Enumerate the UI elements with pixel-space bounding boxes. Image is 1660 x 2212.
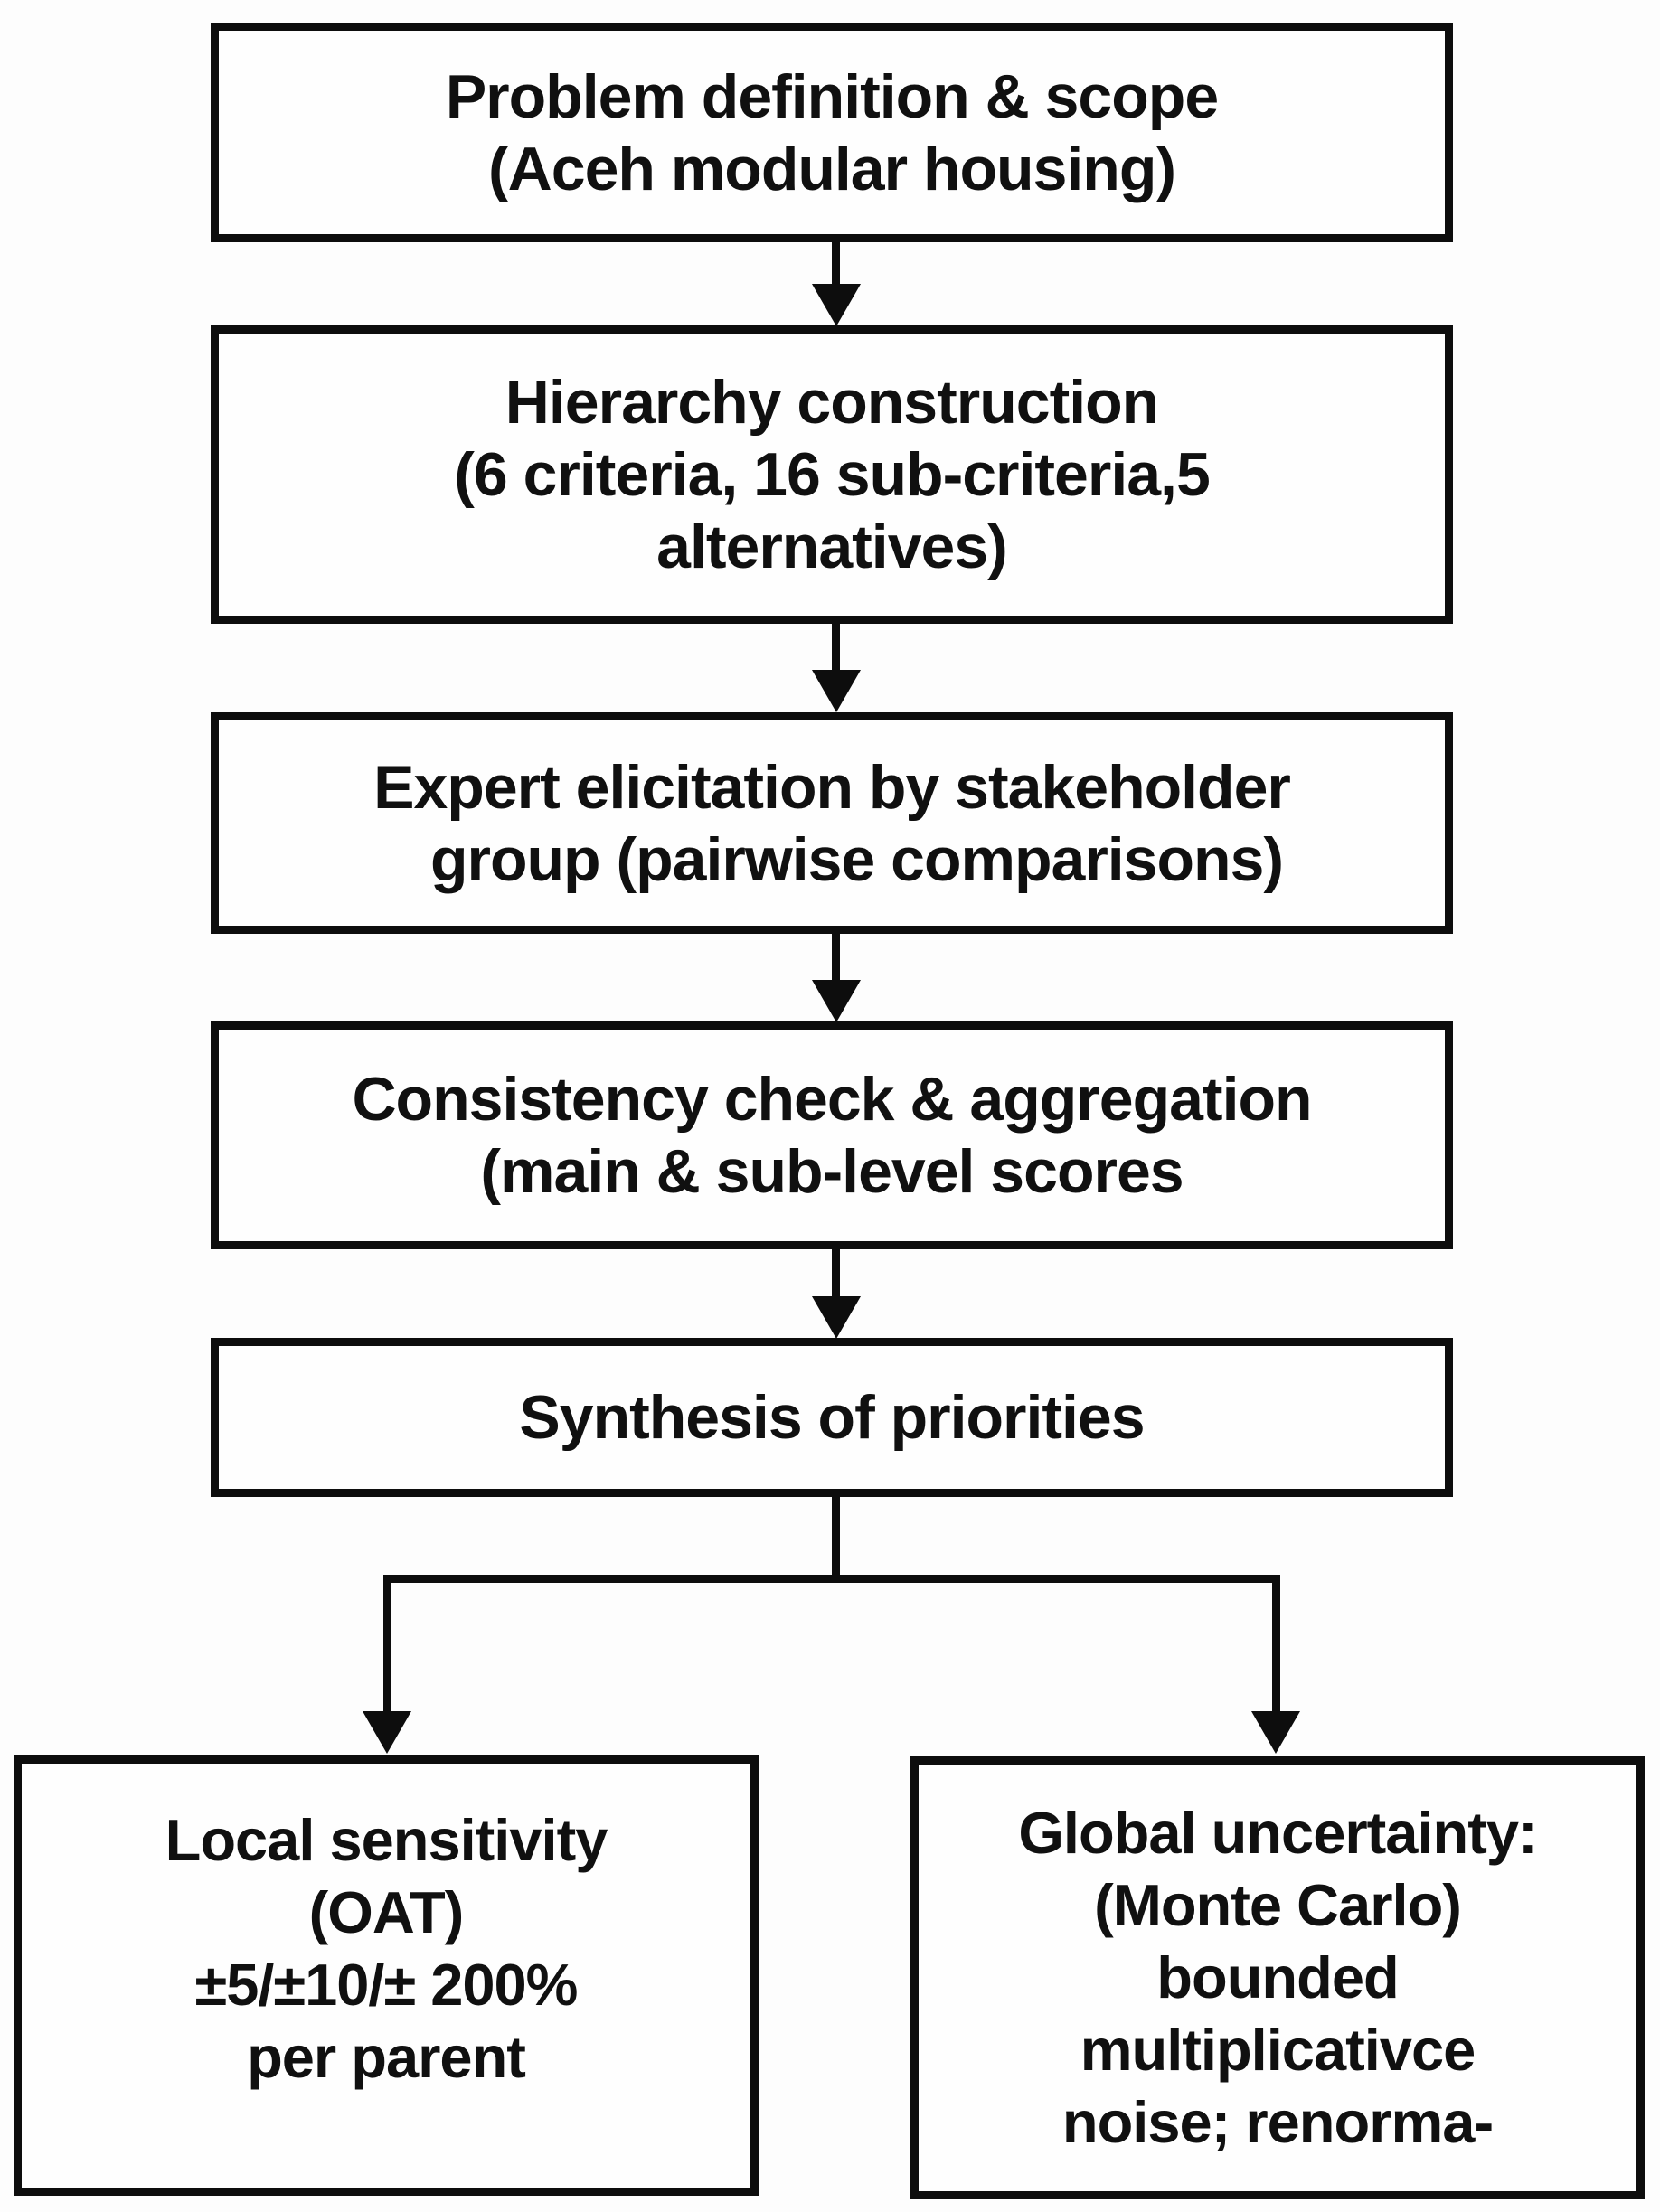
branch-horizontal-line: [383, 1575, 1280, 1583]
branch-right-arrowhead-icon: [1251, 1711, 1300, 1754]
node-global-line-1: Global uncertainty:: [1018, 1800, 1537, 1866]
node-synthesis-line-1: Synthesis of priorities: [519, 1383, 1145, 1452]
node-global-line-4: multiplicativce: [1080, 2017, 1476, 2083]
node-elicitation-line-1: Expert elicitation by stakeholder: [373, 752, 1290, 822]
edge-hierarchy-elicitation-line: [832, 622, 840, 673]
edge-hierarchy-elicitation-arrowhead-icon: [812, 670, 861, 712]
node-hierarchy-construction: [211, 325, 1453, 624]
node-expert-elicitation: [211, 712, 1453, 934]
node-local-line-2: (OAT): [308, 1878, 464, 1945]
node-local-sensitivity: [14, 1755, 759, 2196]
node-problem-line-2: (Aceh modular housing): [488, 134, 1175, 203]
branch-stem-line: [832, 1495, 840, 1583]
edge-problem-hierarchy-arrowhead-icon: [812, 284, 861, 326]
branch-left-drop-line: [383, 1575, 391, 1713]
branch-right-drop-line: [1272, 1575, 1280, 1713]
node-local-line-3: ±5/±10/± 200%: [194, 1951, 578, 2018]
edge-consistency-synthesis-arrowhead-icon: [812, 1296, 861, 1339]
node-consistency-check: [211, 1021, 1453, 1249]
node-problem-definition: [211, 23, 1453, 242]
edge-problem-hierarchy-line: [832, 240, 840, 287]
node-problem-line-1: Problem definition & scope: [445, 61, 1219, 131]
node-hierarchy-line-1: Hierarchy construction: [505, 368, 1159, 437]
node-consistency-line-1: Consistency check & aggregation: [352, 1065, 1312, 1134]
node-elicitation-line-2: group (pairwise comparisons): [429, 824, 1284, 894]
branch-left-arrowhead-icon: [363, 1711, 411, 1754]
node-hierarchy-line-2: (6 criteria, 16 sub-criteria,5: [454, 440, 1210, 509]
edge-consistency-synthesis-line: [832, 1247, 840, 1300]
node-global-line-3: bounded: [1156, 1944, 1399, 2010]
node-local-line-1: Local sensitivity: [165, 1806, 608, 1873]
edge-elicitation-consistency-arrowhead-icon: [812, 980, 861, 1022]
node-local-line-4: per parent: [247, 2023, 525, 2090]
node-synthesis-priorities: [211, 1338, 1453, 1497]
node-hierarchy-line-3: alternatives): [656, 513, 1007, 581]
node-global-line-2: (Monte Carlo): [1094, 1872, 1461, 1938]
edge-elicitation-consistency-line: [832, 932, 840, 983]
node-global-uncertainty: [910, 1756, 1645, 2199]
node-consistency-line-2: (main & sub-level scores: [480, 1137, 1184, 1206]
node-global-line-5: noise; renorma-: [1061, 2089, 1494, 2155]
